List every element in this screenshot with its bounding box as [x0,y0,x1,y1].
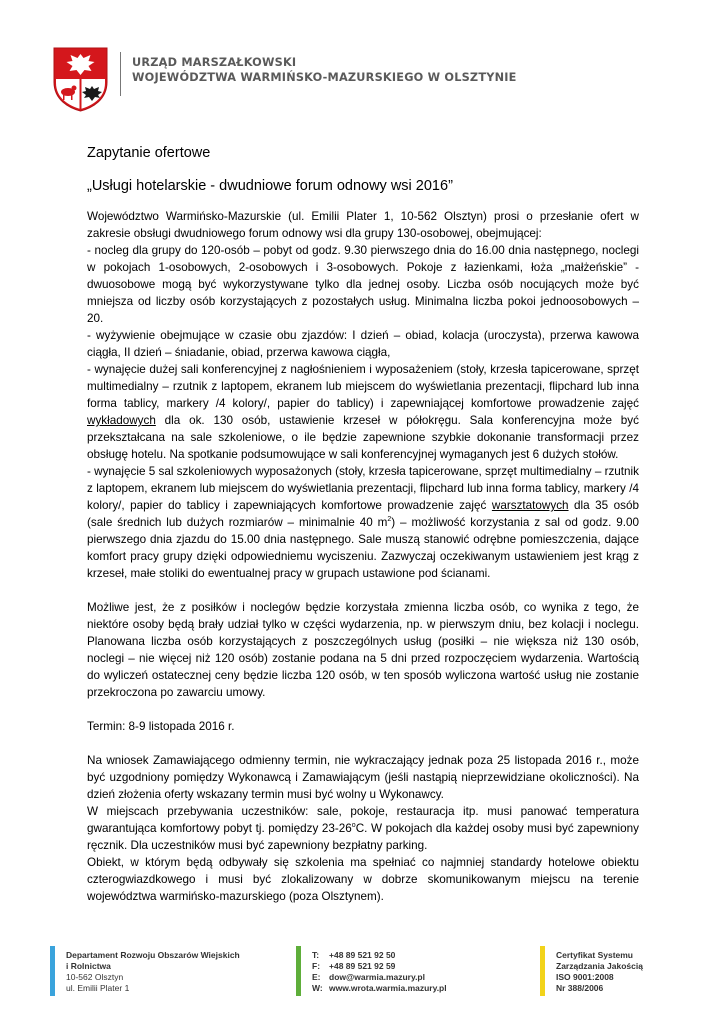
email-key: E: [312,972,321,982]
text-run: - wynajęcie dużej sali konferencyjnej z nagłośnieniem i wyposażeniem (stoły, krzesła tapicerowane, sprzęt multimedialny – rzutnik z laptopem, ekranem lub miejscem do wyświetlania prezentacji, flipchard lub inna forma tablicy, markery /4 kolory/, papier do tablicy) i zapewniającej komfortowe prowadzenie zajęć [87,363,639,410]
letterhead [52,46,672,116]
text-run: dla ok. 130 osób, ustawienie krzeseł w półokręgu. Sala konferencyjna może być przekształcana na sale szkoleniowe, o ile będzie zapewnione szybkie dokonanie transformacji przez obsługę hotelu. Na spotkanie podsumowujące w sali konferencyjnej wymaganych jest 6 dużych stołów. [87,414,639,461]
text-run: ) – możliwość korzystania z sal od godz. 9.00 pierwszego dnia zjazdu do 15.00 dnia następnego. Sale muszą stanowić odrębne pomieszczenia, dające komfort pracy grupy dzięki odpowiedniemu wyciszeniu. Zazwyczaj oczekiwanym ustawieniem jest krąg z krzeseł, małe stoliki do ewentualnej pracy w grupach ustawione pod ścianami. [87,516,639,580]
text-run: W miejscach przebywania uczestników: sale, pokoje, restauracja itp. musi panować temperatura gwarantująca komfortowy pobyt tj. pomiędzy 23-26 [87,805,639,835]
paragraph-accommodation: - nocleg dla grupy do 120-osób – pobyt od godz. 9.30 pierwszego dnia do 16.00 dnia następnego, noclegi w pokojach 1-osobowych, 2-osobowych i 3-osobowych. Pokoje z łazienkami, łoża „małżeńskie” - dwuosobowe mogą być wykorzystywane tylko dla jednej osoby. Liczba osób nocujących może być mniejsza od liczby osób korzystających z pozostałych usług. Minimalna liczba pokoi jednoosobowych – 20. [87,244,639,325]
paragraph-training-rooms [87,463,639,582]
footer-contact [312,950,447,994]
contact-email [312,972,447,983]
phone-value: +48 89 521 92 50 [329,950,396,960]
contact-phone [312,950,447,961]
org-line-1: URZĄD MARSZAŁKOWSKI [132,56,297,69]
footer-bar-blue [50,946,55,996]
web-link[interactable]: www.wrota.warmia.mazury.pl [329,983,447,993]
paragraph-date: Termin: 8-9 listopada 2016 r. [87,720,235,733]
footer-department [66,950,240,994]
contact-fax [312,961,447,972]
footer-bar-yellow [540,946,545,996]
footer-certificate [556,950,643,994]
paragraph-hotel-standard: Obiekt, w którym będą odbywały się szkolenia ma spełniać co najmniej standardy hotelowe obiektu czterogwiazdkowego i musi być zlokalizowany w dobrze skomunikowanym miejscu na terenie województwa warmińsko-mazurskiego (poza Olsztynem). [87,856,639,903]
dept-line-4: ul. Emilii Plater 1 [66,983,130,993]
paragraph-intro: Województwo Warmińsko-Mazurskie (ul. Emilii Plater 1, 10-562 Olsztyn) prosi o przesłanie ofert w zakresie obsługi dwudniowego forum odnowy wsi dla grupy 130-osobowej, obejmującej: [87,210,639,240]
dept-line-3: 10-562 Olsztyn [66,972,124,982]
superscript: o [351,822,356,829]
dept-line-2: i Rolnictwa [66,961,111,971]
fax-key: F: [312,961,321,971]
document-title: Zapytanie ofertowe [87,145,211,161]
cert-line-4: Nr 388/2006 [556,983,604,993]
paragraph-temperature [87,803,639,854]
text-run: - wynajęcie 5 sal szkoleniowych wyposażonych (stoły, krzesła tapicerowane, sprzęt multimedialny – rzutnik z laptopem, ekranem lub miejscem do wyświetlania prezentacji, flipchard lub inna forma tablicy, markery /4 kolory/, papier do tablicy i zapewniających komfortowe prowadzenie zajęć [87,465,639,512]
organization-name [132,55,517,85]
paragraph-alternate-date: Na wniosek Zamawiającego odmienny termin, nie wykraczający jednak poza 25 listopada 2016 r., może być uzgodniony pomiędzy Wykonawcą i Zamawiającym (jeśli nastąpią nieprzewidziane okoliczności). Na dzień złożenia oferty wskazany termin musi być wolny u Wykonawcy. [87,754,639,801]
dept-line-1: Departament Rozwoju Obszarów Wiejskich [66,950,240,960]
phone-key: T: [312,950,320,960]
underlined-text: warsztatowych [491,499,569,512]
underlined-text: wykładowych [87,414,156,427]
footer [0,946,725,1002]
email-link[interactable]: dow@warmia.mazury.pl [329,972,425,982]
coat-of-arms-icon [52,46,109,112]
cert-line-2: Zarządzania Jakością [556,961,643,971]
document-body [87,208,639,905]
fax-value: +48 89 521 92 59 [329,961,396,971]
contact-web [312,983,447,994]
cert-line-3: ISO 9001:2008 [556,972,614,982]
text-run: C. W pokojach dla każdej osoby musi być zapewniony ręcznik. Dla uczestników musi być zapewniony bezpłatny parking. [87,822,639,852]
superscript: 2 [387,516,392,523]
footer-bar-green [296,946,301,996]
header-divider [120,52,121,96]
paragraph-attendance: Możliwe jest, że z posiłków i noclegów będzie korzystała zmienna liczba osób, co wynika z tego, że niektóre osoby będą brały udział tylko w części wydarzenia, np. w pierwszym dniu, bez kolacji i noclegu. Planowana liczba osób korzystających z poszczególnych usług (posiłki – nie większa niż 130 osób, noclegi – nie więcej niż 120 osób) zostanie podana na 5 dni przed rozpoczęciem wydarzenia. Wartością do wyliczeń ostatecznej ceny będzie liczba 120 osób, w ten sposób wyliczona wartość usług nie zostanie przekroczona po zawarciu umowy. [87,601,639,699]
paragraph-catering: - wyżywienie obejmujące w czasie obu zjazdów: I dzień – obiad, kolacja (uroczysta), przerwa kawowa ciągła, II dzień – śniadanie, obiad, przerwa kawowa ciągła, [87,329,639,359]
org-line-2: WOJEWÓDZTWA WARMIŃSKO-MAZURSKIEGO W OLSZTYNIE [132,71,517,84]
web-key: W: [312,983,323,993]
text-run: dla 35 osób (sale średnich lub dużych rozmiarów – minimalnie 40 m [87,499,639,529]
paragraph-conference-room [87,361,639,463]
document-subtitle: „Usługi hotelarskie - dwudniowe forum odnowy wsi 2016” [87,178,453,194]
cert-line-1: Certyfikat Systemu [556,950,634,960]
